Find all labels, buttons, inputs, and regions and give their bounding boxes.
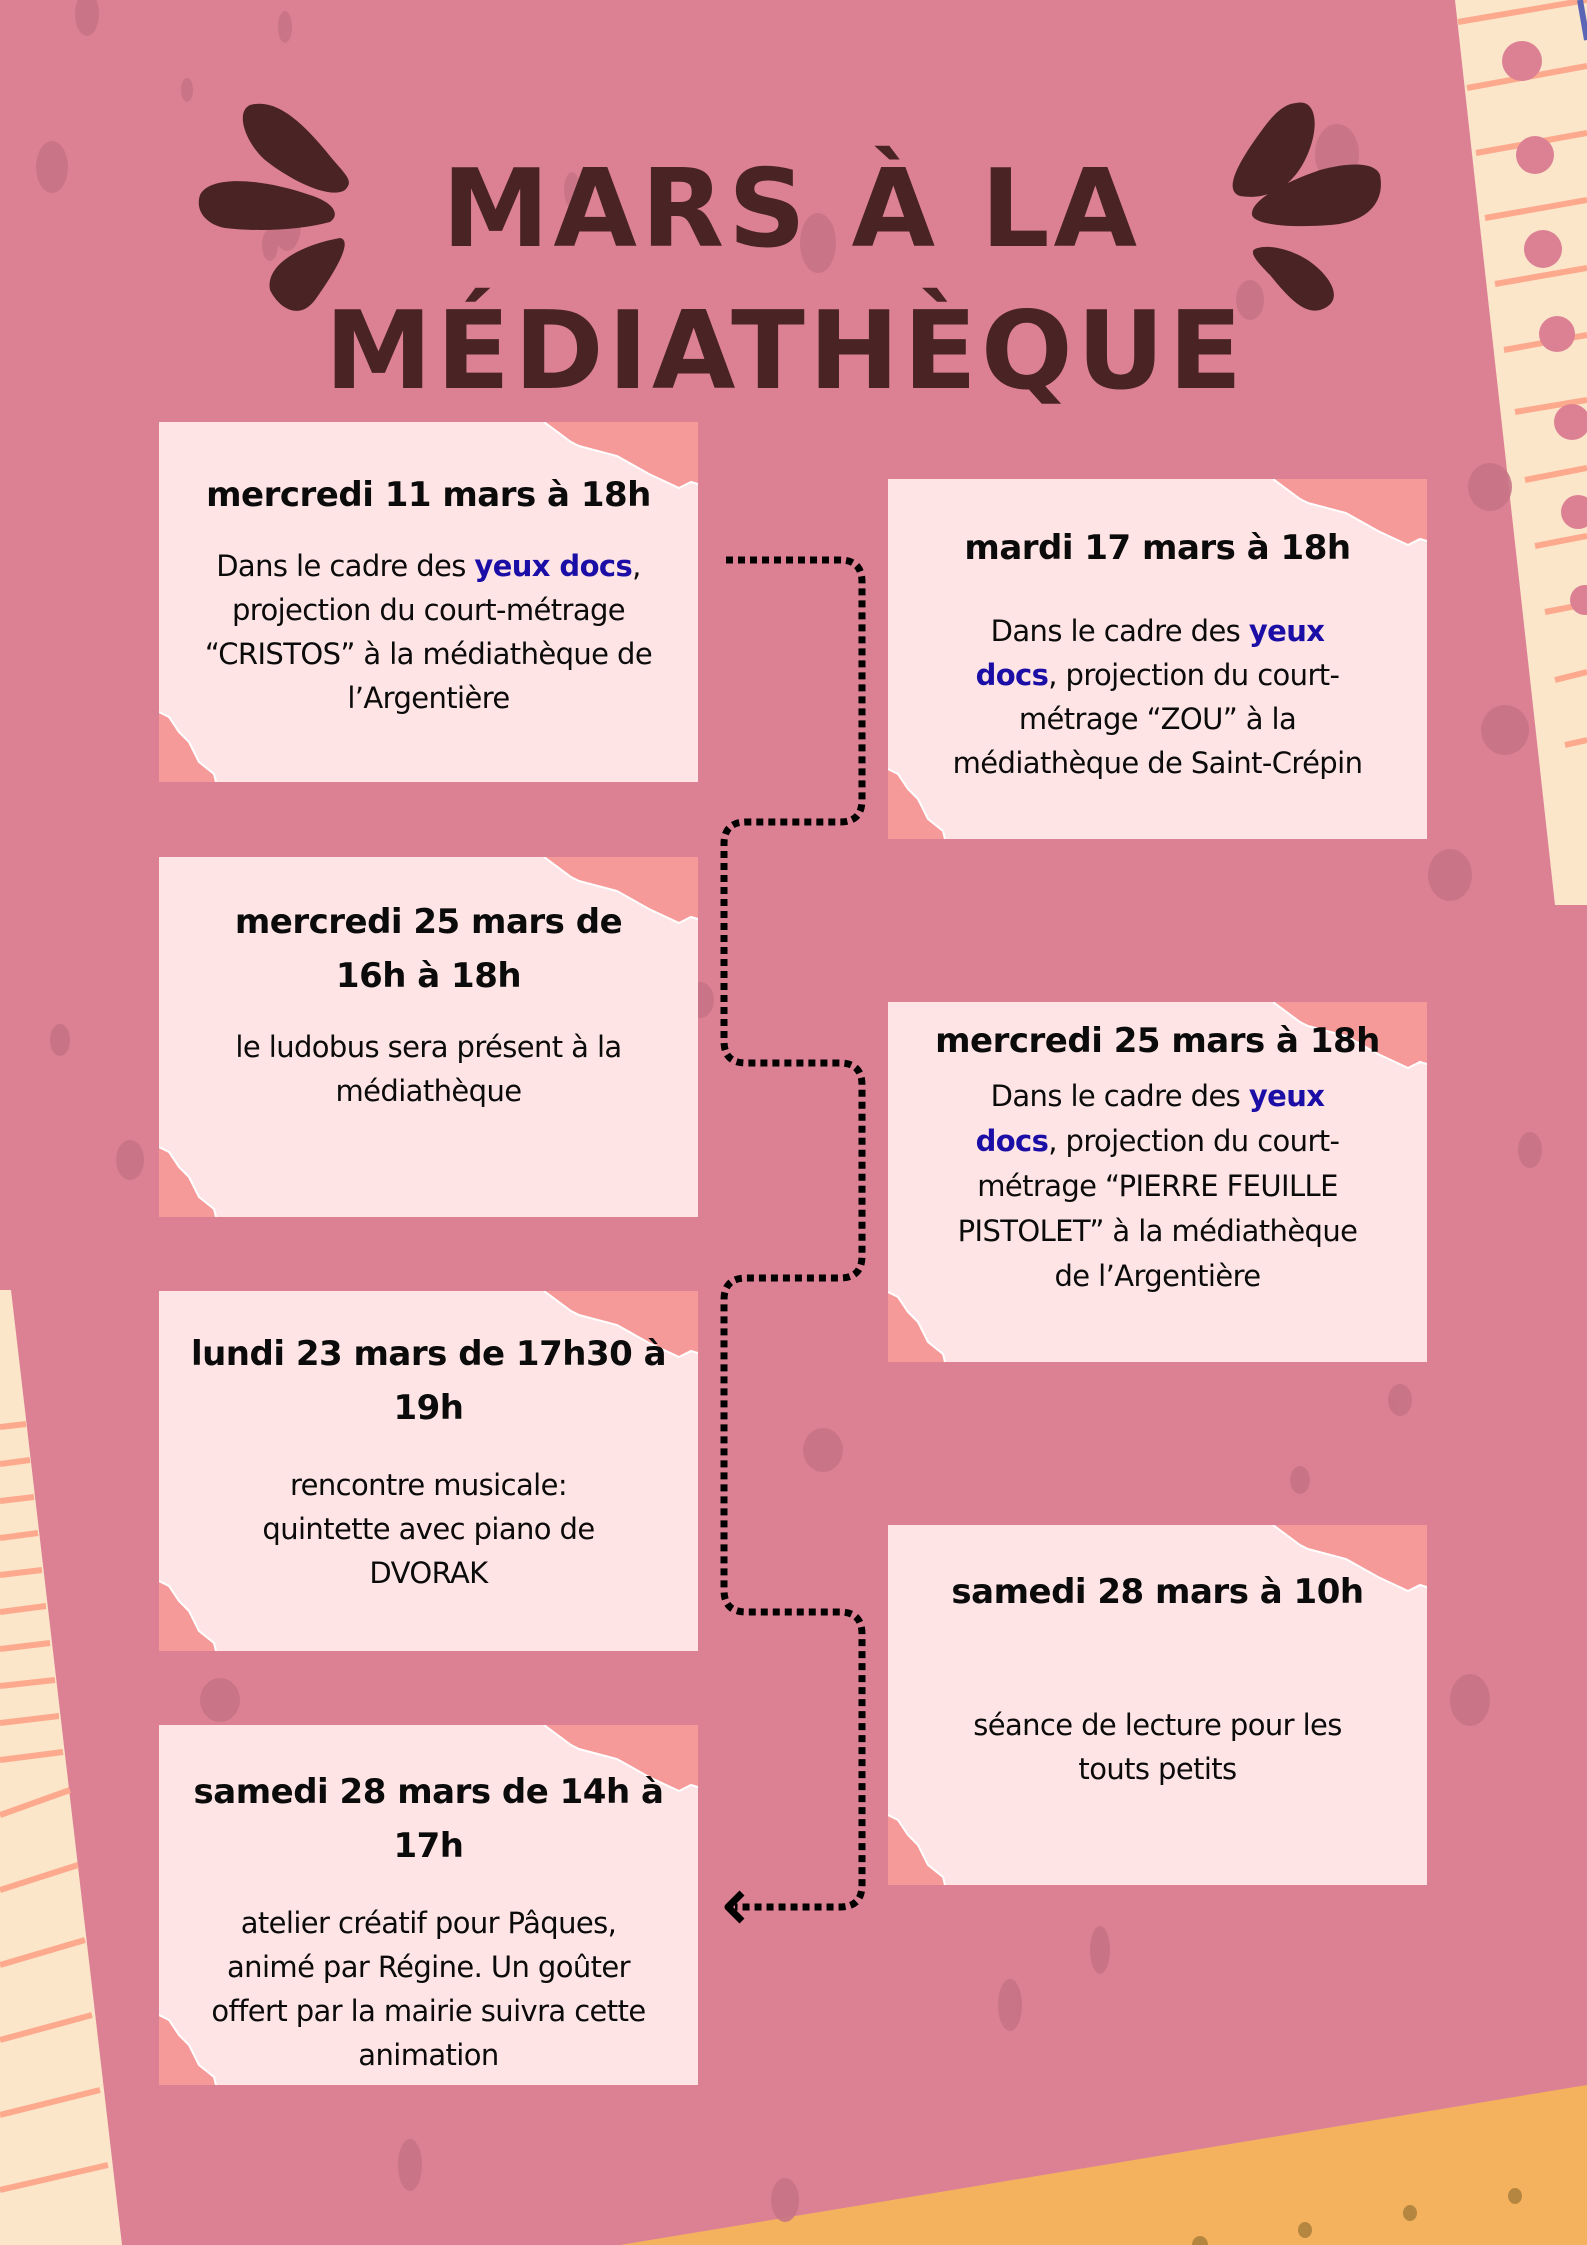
text-segment: rencontre musicale: quintette avec piano de DVORAK <box>262 1468 595 1590</box>
bold-text: médiathèque de Saint-Crépin <box>952 746 1363 780</box>
text-segment: séance de lecture pour les touts petits <box>973 1708 1342 1786</box>
text-segment: , projection du court-métrage “ <box>977 1124 1340 1203</box>
event-card-4 <box>888 1002 1427 1362</box>
event-date: samedi 28 mars de 14h à 17h <box>193 1772 664 1866</box>
text-segment: Dans le cadre des <box>216 549 475 583</box>
text-segment: ” à la <box>1222 702 1297 736</box>
notebook-paper-left <box>0 1290 122 2245</box>
event-card-7 <box>159 1725 698 2085</box>
event-description <box>179 1901 678 2077</box>
bold-text: CRISTOS <box>218 637 341 671</box>
event-description <box>918 1703 1397 1791</box>
bold-text: PIERRE FEUILLE PISTOLET <box>957 1169 1338 1248</box>
event-description <box>948 609 1367 785</box>
text-segment: Dans le cadre des <box>990 614 1249 648</box>
text-segment: Dans le cadre des <box>990 1079 1249 1113</box>
event-description <box>928 1074 1387 1299</box>
highlight-text: yeux docs <box>975 1079 1325 1158</box>
highlight-text: yeux docs <box>975 614 1325 692</box>
event-card-1 <box>159 422 698 782</box>
notebook-paper-right <box>1455 0 1587 905</box>
event-date: mercredi 11 mars à 18h <box>206 475 651 515</box>
event-description <box>219 1025 638 1113</box>
text-segment: , projection du court-métrage “ <box>204 549 641 671</box>
orange-corner <box>620 2085 1587 2245</box>
text-segment: atelier créatif pour Pâques, animé par Régine. Un goûter offert par la mairie suivra cette animation <box>211 1906 646 2072</box>
event-date: mercredi 25 mars à 18h <box>935 1021 1380 1061</box>
highlight-text: yeux docs <box>474 549 633 583</box>
text-segment: ” à la <box>1089 1214 1172 1248</box>
bold-text: médiathèque de l’Argentière <box>347 637 653 715</box>
page-title-line-1: MARS À LA <box>441 147 1142 272</box>
page-title-line-2: MÉDIATHÈQUE <box>324 289 1247 414</box>
event-description <box>179 1463 678 1595</box>
text-segment: ” à la <box>340 637 423 671</box>
bold-text: médiathèque de l’Argentière <box>1054 1214 1358 1293</box>
event-date: samedi 28 mars à 10h <box>951 1572 1364 1612</box>
event-card-2 <box>888 479 1427 839</box>
event-description <box>189 544 668 720</box>
text-segment: , projection du court-métrage “ <box>1018 658 1340 736</box>
timeline-connector <box>724 560 862 1907</box>
event-card-5 <box>159 1291 698 1651</box>
event-card-3 <box>159 857 698 1217</box>
event-date: mercredi 25 mars de 16h à 18h <box>234 902 623 996</box>
event-card-6 <box>888 1525 1427 1885</box>
text-segment: le ludobus sera présent à la médiathèque <box>235 1030 622 1108</box>
event-date: lundi 23 mars de 17h30 à 19h <box>190 1334 667 1428</box>
event-date: mardi 17 mars à 18h <box>964 528 1351 568</box>
bold-text: ZOU <box>1160 702 1223 736</box>
